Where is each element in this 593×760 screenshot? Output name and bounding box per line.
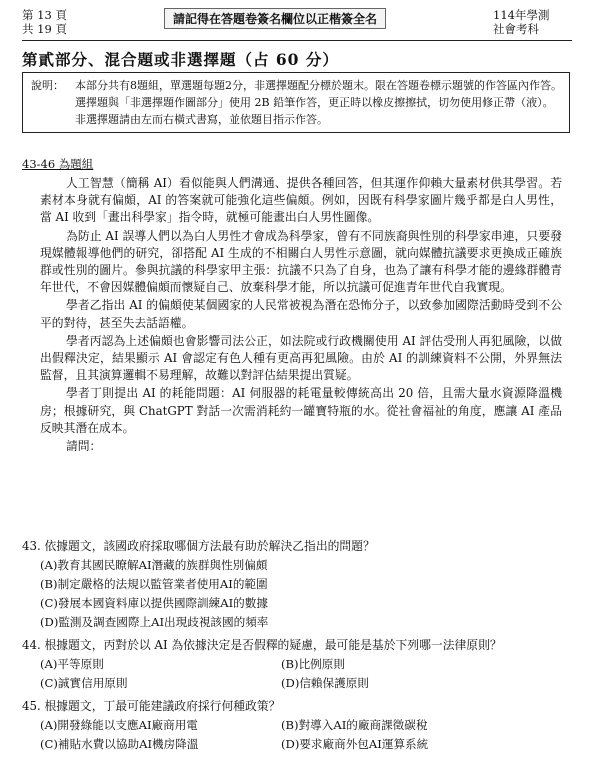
question-45-stem: 45. 根據題文，丁最可能建議政府採行何種政策？ (22, 699, 281, 713)
question-44-option-d[interactable]: (D)信賴保護原則 (281, 676, 369, 690)
page-number-current: 第 13 頁 (22, 8, 67, 22)
exam-year: 114年學測 (493, 8, 550, 22)
question-45-option-b[interactable]: (B)對導入AI的廠商課徵碳稅 (281, 718, 428, 732)
section-title: 第貳部分、混合題或非選擇題（占 60 分） (22, 50, 339, 69)
question-45-option-d[interactable]: (D)要求廠商外包AI運算系統 (281, 737, 429, 751)
instructions-label: 說明： (31, 79, 64, 92)
question-44-option-a[interactable]: (A)平等原則 (40, 657, 104, 671)
passage-paragraph: 人工智慧（簡稱 AI）看似能與人們溝通、提供各種回答，但其運作仰賴大量素材供其學習。若素材本身就有偏頗，AI 的答案就可能強化這些偏頗。例如，因既有科學家圖片幾乎都是白人男性，當 AI 收到「畫出科學家」指令時，就極可能畫出白人男性圖像。 (40, 176, 562, 225)
passage-paragraph: 學者丙認為上述偏頗也會影響司法公正，如法院或行政機關使用 AI 評估受刑人再犯風險，以做出假釋決定，結果顯示 AI 會認定有色人種有更高再犯風險。由於 AI 的訓練資料不公開，外界無法監督，且其演算邏輯不易理解，故難以對評估結果提出質疑。 (40, 333, 562, 383)
passage-paragraph: 學者乙指出 AI 的偏頗使某個國家的人民常被視為潛在恐怖分子，以致參加國際活動時受到不公平的對待，甚至失去話語權。 (40, 298, 562, 330)
question-45-option-a[interactable]: (A)開發綠能以支應AI廠商用電 (40, 718, 198, 732)
question-43-option-c[interactable]: (C)發展本國資料庫以提供國際訓練AI的數據 (40, 596, 268, 610)
question-43-stem: 43. 依據題文，該國政府採取哪個方法最有助於解決乙指出的問題？ (22, 539, 375, 553)
question-43-option-d[interactable]: (D)監測及調查國際上AI出現歧視該國的頻率 (40, 615, 269, 629)
passage-paragraph: 為防止 AI 誤導人們以為白人男性才會成為科學家，曾有不同族裔與性別的科學家串連，只要發現媒體報導他們的研究，卻搭配 AI 生成的不相關白人男性示意圖，就向媒體抗議要求更換成正確族群或性別的圖片。參與抗議的科學家甲主張：抗議不只為了自身，也為了讓有科學才能的邊緣群體青年世代，不會因媒體偏頗而懷疑自己、放棄科學才能，所以抗議可促進青年世代自我實現。 (40, 228, 562, 295)
instructions-box (22, 72, 570, 133)
exam-subject: 社會考科 (493, 22, 539, 36)
header-rule (22, 40, 572, 41)
question-44-option-b[interactable]: (B)比例原則 (281, 657, 345, 671)
passage-paragraph: 學者丁則提出 AI 的耗能問題：AI 伺服器的耗電量較傳統高出 20 倍，且需大量水資源降溫機房；根據研究，與 ChatGPT 對話一次需消耗約一罐寶特瓶的水。從社會福祉的角度，應讓 AI 產品反映其潛在成本。 (40, 386, 562, 435)
question-43-option-b[interactable]: (B)制定嚴格的法規以監管業者使用AI的範圍 (40, 577, 268, 591)
signature-notice: 請記得在答題卷簽名欄位以正楷簽全名 (164, 8, 386, 29)
question-43-option-a[interactable]: (A)教育其國民瞭解AI潛藏的族群與性別偏頗 (40, 558, 268, 572)
question-group-label: 43-46 為題組 (22, 157, 94, 171)
passage (40, 175, 562, 455)
page-number-total: 共 19 頁 (22, 22, 67, 36)
question-45-option-c[interactable]: (C)補貼水費以協助AI機房降溫 (40, 737, 199, 751)
instructions-line-1: 本部分共有8題組，單選題每題2分，非選擇題配分標於題末。限在答題卷標示題號的作答區內作答。 (75, 79, 562, 92)
instructions-line-2: 選擇題與「非選擇題作圖部分」使用 2B 鉛筆作答，更正時以橡皮擦擦拭，切勿使用修正帶（液）。非選擇題請由左而右橫式書寫，並依題目指示作答。 (75, 96, 554, 126)
passage-prompt: 請問： (65, 439, 102, 454)
question-44-stem: 44. 根據題文，丙對於以 AI 為依據決定是否假釋的疑慮，最可能是基於下列哪一法律原則？ (22, 638, 502, 652)
question-44-option-c[interactable]: (C)誠實信用原則 (40, 676, 128, 690)
